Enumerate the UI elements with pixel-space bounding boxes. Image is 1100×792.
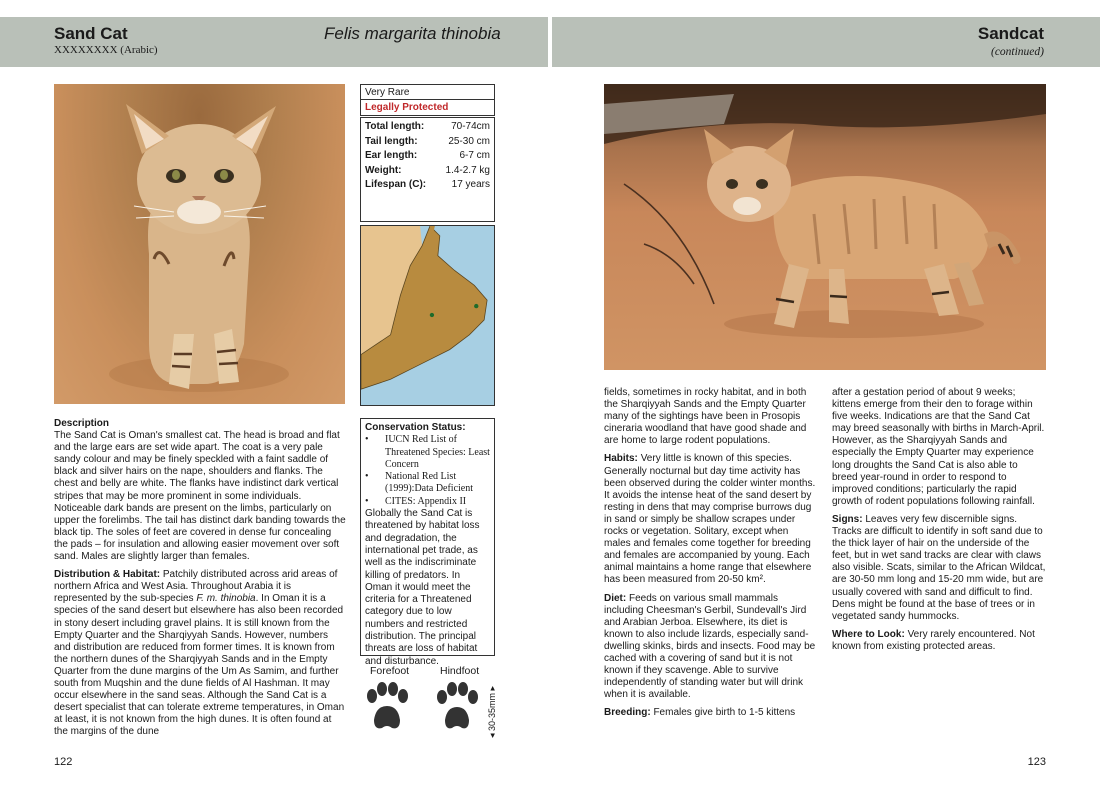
conservation-box xyxy=(360,418,495,667)
protection-label: Legally Protected xyxy=(365,102,449,113)
measurement-value: 6-7 cm xyxy=(459,150,490,162)
measurement-value: 25-30 cm xyxy=(448,135,490,147)
distribution-heading: Distribution & Habitat: xyxy=(54,569,161,581)
distribution-text: Patchily distributed across arid areas of northern Africa and West Asia. Throughout Arabia it is represented by the sub-species xyxy=(54,569,338,605)
measurement-label: Tail length: xyxy=(365,135,418,147)
tracks-illustration xyxy=(360,662,500,742)
measurement-row xyxy=(365,120,490,135)
description-heading: Description xyxy=(54,418,110,429)
page-number-left: 122 xyxy=(54,756,73,768)
diet-text: Feeds on various small mammals including Cheesman's Gerbil, Sundevall's Jird and Arabian Jerboa. Elsewhere, its diet is known to also include lizards, especially sand-dwelling skinks, birds and insects. Food may be cached with a covering of sand but it is not known if they scavenge. Able to survive independently of standing water but will drink when it is available. xyxy=(604,592,816,701)
distribution-map xyxy=(360,225,495,406)
arabic-name: XXXXXXXX (Arabic) xyxy=(54,44,158,56)
conservation-item: • CITES: Appendix II xyxy=(365,495,467,507)
breeding-heading: Breeding: xyxy=(604,707,651,719)
measurement-row xyxy=(365,135,490,150)
distribution-text-cont: . In Oman it is a species of the sand desert but elsewhere has also been recorded in stony desert including gravel plains. It is still known from the Empty Quarter and the Sharqiyyah Sands. However, numbers and distribution are reduced from former times. It is known from the northern dunes of the Sharqiyyah Sands and in the Empty Quarter from the dune margins of the Um As Samim, and further south from Muqshin and the dune fields of Al Hashman. It may occur elsewhere in the sand seas. Although the Sand Cat is a desert specialist that can tolerate extreme temperatures, in Oman at least, it is not known from the high dunes. It is often found at the margins of the dune xyxy=(54,593,345,738)
measurement-label: Lifespan (C): xyxy=(365,179,427,191)
measurement-label: Weight: xyxy=(365,164,402,176)
right-page-title: Sandcat xyxy=(977,24,1044,43)
sand-cat-photo-side xyxy=(604,84,1046,370)
right-text-column xyxy=(832,387,1046,659)
measurement-row xyxy=(365,149,490,164)
right-page-subtitle: (continued) xyxy=(990,46,1044,58)
left-text-column xyxy=(54,418,346,744)
measurement-value: 1.4-2.7 kg xyxy=(445,164,490,176)
sand-cat-photo-front xyxy=(54,84,345,404)
conservation-text: Globally the Sand Cat is threatened by habitat loss and degradation, the international pet trade, as well as the indiscriminate killing of predators. In Oman it would meet the criteria for a Threatened category due to low numbers and restricted distribution. The principal threats are loss of habitat and disturbance. xyxy=(365,508,480,667)
measurement-row xyxy=(365,164,490,179)
where-to-look-heading: Where to Look: xyxy=(832,628,905,640)
diet-heading: Diet: xyxy=(604,592,627,604)
measurement-label: Ear length: xyxy=(365,150,418,162)
measurement-label: Total length: xyxy=(365,121,425,132)
measurement-value: 17 years xyxy=(451,179,490,191)
page-number-right: 123 xyxy=(1027,756,1046,768)
track-scale: ◂ 30-35mm ▸ xyxy=(487,685,497,738)
conservation-item: • National Red List (1999):Data Deficient xyxy=(365,471,474,495)
forefoot-label: Forefoot xyxy=(370,665,410,677)
breeding-text: Females give birth to 1-5 kittens xyxy=(653,707,796,719)
species-name: Sand Cat xyxy=(54,24,128,43)
rarity-box xyxy=(360,84,495,116)
conservation-title: Conservation Status: xyxy=(365,422,466,433)
forefoot-print-icon xyxy=(362,682,412,734)
where-to-look-text: Very rarely encountered. Not known from existing protected areas. xyxy=(832,628,1035,652)
hindfoot-print-icon xyxy=(432,682,482,734)
conservation-list xyxy=(365,434,490,508)
latin-name: Felis margarita thinobia xyxy=(324,24,501,43)
signs-text: Leaves very few discernible signs. Tracks are difficult to identify in soft sand due to the thick layer of hair on the underside of the feet, but in wet sand tracks are clear with claws also visible. Scats, similar to the African Wildcat, are 30-50 mm long and 15-20 mm wide, but are usually covered with sand and difficult to find. Dens might be found at the base of trees or in vegetated sandy hummocks. xyxy=(832,513,1046,622)
measurement-value: 70-74cm xyxy=(451,121,490,132)
habits-text: Very little is known of this species. Generally nocturnal but day time activity has been observed during the colder winter months. It avoids the intense heat of the sand desert by resting in dens that may comprise burrows dug in sand or simply be shallow scrapes under rocks or vegetation. Solitary, except when males and females come together for breeding and females are accompanied by young. Each animal maintains a home range that elsewhere has been measured from 20-50 km². xyxy=(604,453,816,586)
rarity-label: Very Rare xyxy=(361,85,494,100)
measurement-row xyxy=(365,178,490,193)
description-text: The Sand Cat is Oman's smallest cat. The head is broad and flat and the large ears are set wide apart. The coat is a very pale sandy colour and may be finely speckled with a faint saddle of black and silver hairs on the nape, shoulders and flanks. The chest and belly are white. The flanks have indistinct dark vertical stripes that may be more prominent in some individuals. Noticeable dark bands are present on the limbs, particularly on upper the forelimbs. The tail has distinct dark banding towards the black tip. The soles of feet are covered in dense fur concealing the pads – for insulation and allowing easier movement over soft sand. Males are slightly larger than females. xyxy=(54,430,346,563)
subspecies-name: F. m. thinobia xyxy=(196,593,256,605)
habits-heading: Habits: xyxy=(604,453,638,465)
measurements-box xyxy=(360,117,495,222)
signs-heading: Signs: xyxy=(832,513,863,525)
middle-text-column xyxy=(604,387,817,725)
distribution-continuation: fields, sometimes in rocky habitat, and in both the Sharqiyyah Sands and the Empty Quarter many of the sightings have been in Prosopis cineraria woodland that have good shade and are home to large rodent populations. xyxy=(604,387,807,447)
breeding-continuation: after a gestation period of about 9 weeks; kittens emerge from their den to forage within five weeks. Indications are that the Sand Cat may breed seasonally with births in March-April. However, as the Sharqiyyah Sands and especially the Empty Quarter may experience long droughts the Sand Cat is also able to breed year-round in order to respond to improved conditions; particularly the rapid growth of rodent populations following rainfall. xyxy=(832,387,1045,507)
conservation-item: • IUCN Red List of Threatened Species: Least Concern xyxy=(365,434,490,470)
hindfoot-label: Hindfoot xyxy=(440,665,480,677)
